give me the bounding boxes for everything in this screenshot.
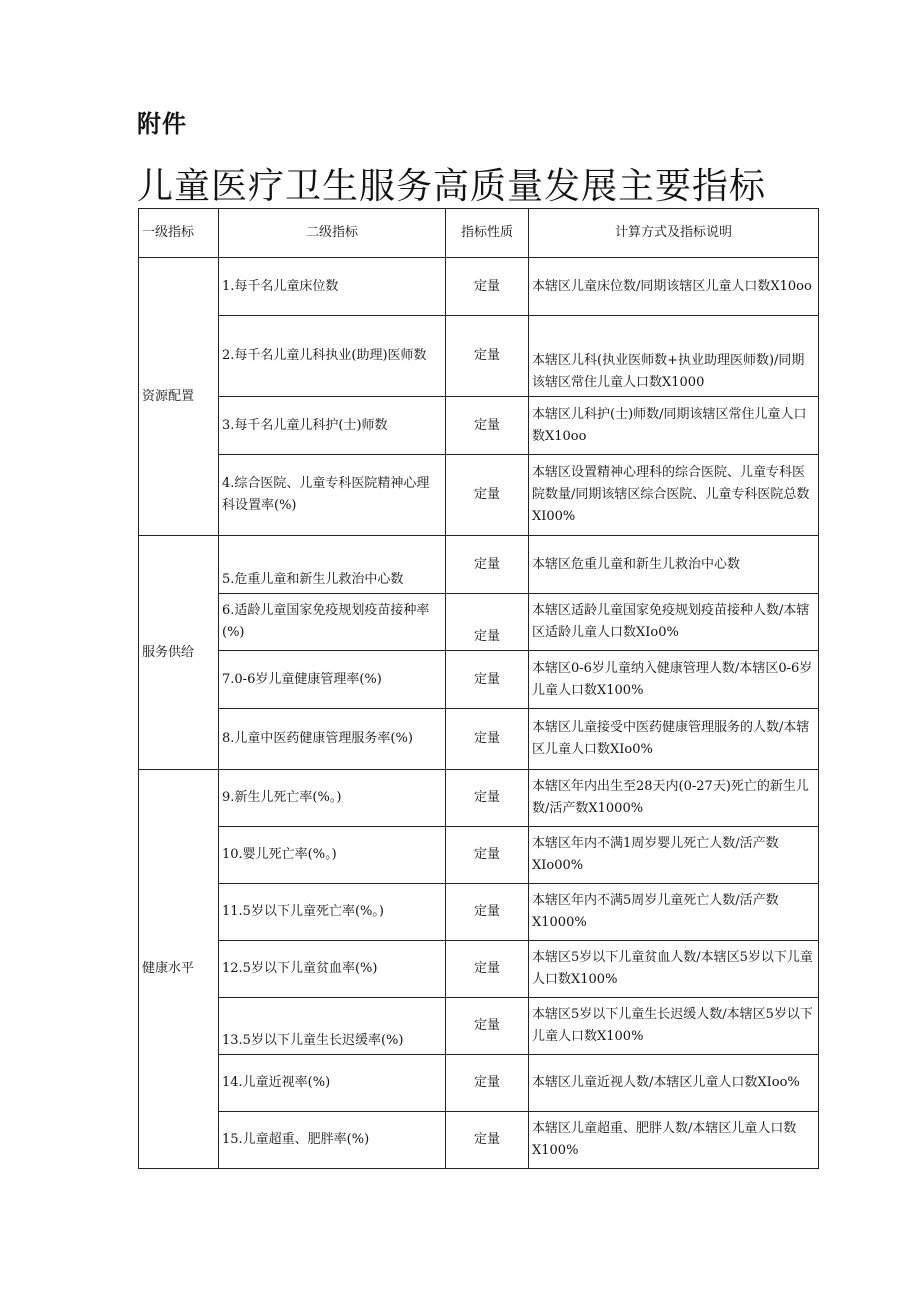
nature-cell: 定量 (446, 941, 529, 998)
method-cell: 本辖区儿童床位数/同期该辖区儿童人口数X10oo (529, 258, 819, 316)
indicator-cell: 10.婴儿死亡率(%。) (219, 827, 446, 884)
nature-cell: 定量 (446, 316, 529, 397)
method-cell: 本辖区儿科(执业医师数+执业助理医师数)/同期该辖区常住儿童人口数X1000 (529, 316, 819, 397)
method-cell: 本辖区儿童近视人数/本辖区儿童人口数XIoo% (529, 1055, 819, 1112)
indicator-cell: 6.适龄儿童国家免疫规划疫苗接种率(%) (219, 594, 446, 651)
category-resource: 资源配置 (139, 258, 219, 536)
category-service: 服务供给 (139, 536, 219, 770)
header-level2: 二级指标 (219, 209, 446, 258)
table-row (139, 397, 819, 455)
nature-cell: 定量 (446, 536, 529, 594)
table-row (139, 709, 819, 770)
indicator-cell: 1.每千名儿童床位数 (219, 258, 446, 316)
nature-cell: 定量 (446, 998, 529, 1055)
indicator-cell: 3.每千名儿童儿科护(士)师数 (219, 397, 446, 455)
table-row (139, 455, 819, 536)
table-row (139, 316, 819, 397)
indicator-cell: 7.0-6岁儿童健康管理率(%) (219, 651, 446, 709)
page-title: 儿童医疗卫生服务高质量发展主要指标 (137, 166, 767, 207)
table-header-row (139, 209, 819, 258)
nature-cell: 定量 (446, 258, 529, 316)
indicator-cell: 15.儿童超重、肥胖率(%) (219, 1112, 446, 1169)
attachment-label: 附件 (137, 110, 187, 138)
method-cell: 本辖区年内不满1周岁婴儿死亡人数/活产数XIo00% (529, 827, 819, 884)
method-cell: 本辖区适龄儿童国家免疫规划疫苗接种人数/本辖区适龄儿童人口数XIo0% (529, 594, 819, 651)
table-row (139, 1112, 819, 1169)
indicator-table (138, 208, 819, 1169)
method-cell: 本辖区儿科护(士)师数/同期该辖区常住儿童人口数X10oo (529, 397, 819, 455)
nature-cell: 定量 (446, 397, 529, 455)
method-cell: 本辖区年内出生至28天内(0-27天)死亡的新生儿数/活产数X1000% (529, 770, 819, 827)
header-nature: 指标性质 (446, 209, 529, 258)
nature-cell: 定量 (446, 709, 529, 770)
method-cell: 本辖区5岁以下儿童生长迟缓人数/本辖区5岁以下儿童人口数X100% (529, 998, 819, 1055)
indicator-cell: 5.危重儿童和新生儿救治中心数 (219, 536, 446, 594)
indicator-cell: 12.5岁以下儿童贫血率(%) (219, 941, 446, 998)
nature-cell: 定量 (446, 1055, 529, 1112)
nature-cell: 定量 (446, 651, 529, 709)
table-row (139, 770, 819, 827)
table-row (139, 594, 819, 651)
header-level1: 一级指标 (139, 209, 219, 258)
table-row (139, 827, 819, 884)
indicator-cell: 8.儿童中医药健康管理服务率(%) (219, 709, 446, 770)
table-row (139, 1055, 819, 1112)
method-cell: 本辖区年内不满5周岁儿童死亡人数/活产数X1000% (529, 884, 819, 941)
table-row (139, 536, 819, 594)
indicator-cell: 14.儿童近视率(%) (219, 1055, 446, 1112)
indicator-cell: 13.5岁以下儿童生长迟缓率(%) (219, 998, 446, 1055)
nature-cell: 定量 (446, 455, 529, 536)
table-row (139, 884, 819, 941)
table-row (139, 258, 819, 316)
nature-cell: 定量 (446, 827, 529, 884)
table-row (139, 941, 819, 998)
nature-cell: 定量 (446, 594, 529, 651)
method-cell: 本辖区设置精神心理科的综合医院、儿童专科医院数量/同期该辖区综合医院、儿童专科医院总数XI00% (529, 455, 819, 536)
nature-cell: 定量 (446, 770, 529, 827)
header-method: 计算方式及指标说明 (529, 209, 819, 258)
category-health: 健康水平 (139, 770, 219, 1169)
table-row (139, 651, 819, 709)
method-cell: 本辖区儿童接受中医药健康管理服务的人数/本辖区儿童人口数XIo0% (529, 709, 819, 770)
indicator-cell: 11.5岁以下儿童死亡率(%。) (219, 884, 446, 941)
method-cell: 本辖区0-6岁儿童纳入健康管理人数/本辖区0-6岁儿童人口数X100% (529, 651, 819, 709)
indicator-cell: 9.新生儿死亡率(%。) (219, 770, 446, 827)
indicator-cell: 4.综合医院、儿童专科医院精神心理科设置率(%) (219, 455, 446, 536)
nature-cell: 定量 (446, 884, 529, 941)
indicator-cell: 2.每千名儿童儿科执业(助理)医师数 (219, 316, 446, 397)
method-cell: 本辖区儿童超重、肥胖人数/本辖区儿童人口数X100% (529, 1112, 819, 1169)
table-row (139, 998, 819, 1055)
nature-cell: 定量 (446, 1112, 529, 1169)
method-cell: 本辖区5岁以下儿童贫血人数/本辖区5岁以下儿童人口数X100% (529, 941, 819, 998)
method-cell: 本辖区危重儿童和新生儿救治中心数 (529, 536, 819, 594)
